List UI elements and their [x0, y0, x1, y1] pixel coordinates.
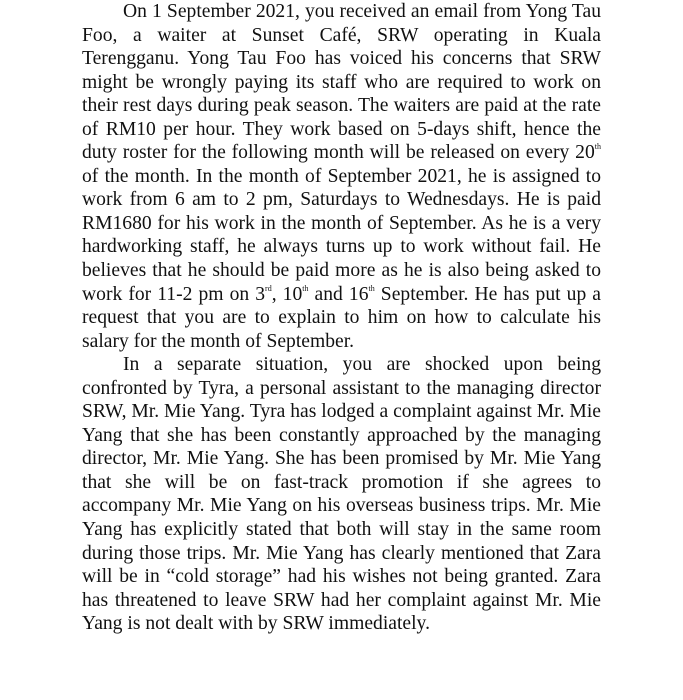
ordinal-suffix: rd [265, 283, 272, 293]
paragraph-1-text-d: and 16 [308, 283, 369, 305]
paragraph-1-text-a: On 1 September 2021, you received an email from Yong Tau Foo, a waiter at Sunset Café, SRW operating in Kuala Terengganu. Yong Tau Foo has voiced his concerns that SRW might be wrongly paying its staff who are required to work on their rest days during peak season. The waiters are paid at the rate of RM10 per hour. They work based on 5-days shift, hence the duty roster for the following month will be released on every 20 [82, 1, 601, 164]
ordinal-suffix: th [368, 283, 375, 293]
ordinal-suffix: th [594, 142, 601, 152]
paragraph-harassment-complaint: In a separate situation, you are shocked upon being confronted by Tyra, a personal assistant to the managing director SRW, Mr. Mie Yang. Tyra has lodged a complaint against Mr. Mie Yang that she has been constantly approached by the managing director, Mr. Mie Yang. She has been promised by Mr. Mie Yang that she will be on fast-track promotion if she agrees to accompany Mr. Mie Yang on his overseas business trips. Mr. Mie Yang has explicitly stated that both will stay in the same room during those trips. Mr. Mie Yang has clearly mentioned that Zara will be in “cold storage” had his wishes not being granted. Zara has threatened to leave SRW had her complaint against Mr. Mie Yang is not dealt with by SRW immediately. [82, 354, 601, 635]
paragraph-email-complaint [82, 0, 601, 353]
document-page [82, 0, 601, 636]
ordinal-suffix: th [302, 283, 309, 293]
paragraph-1-text-b: of the month. In the month of September 2021, he is assigned to work from 6 am to 2 pm, Saturdays to Wednesdays. He is paid RM1680 for his work in the month of September. As he is a very hardworking staff, he always turns up to work without fail. He believes that he should be paid more as he is also being asked to work for 11-2 pm on 3 [82, 165, 601, 305]
paragraph-1-text-e: September. He has put up a request that you are to explain to him on how to calculate his salary for the month of September. [82, 283, 602, 352]
paragraph-1-text-c: , 10 [271, 283, 303, 305]
